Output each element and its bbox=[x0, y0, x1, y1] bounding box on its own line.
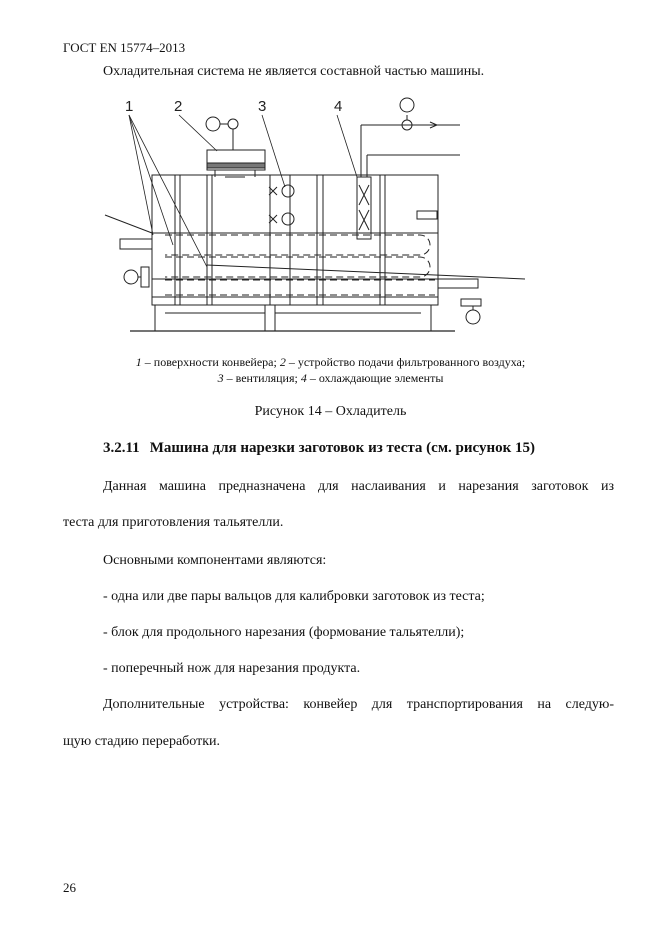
legend-number-3: 3 bbox=[217, 371, 224, 385]
callout-3: 3 bbox=[258, 98, 267, 115]
document-header: ГОСТ EN 15774–2013 bbox=[63, 40, 186, 55]
air-supply-unit bbox=[206, 117, 265, 177]
paragraph-2: Основными компонентами являются: bbox=[103, 553, 327, 568]
paragraph-1-line-1: Данная машина предназначена для наслаивания и нарезания заготовок из bbox=[103, 479, 614, 494]
section-title: Машина для нарезки заготовок из теста (см. рисунок 15) bbox=[149, 440, 536, 456]
section-heading bbox=[103, 440, 535, 457]
cooler-diagram bbox=[95, 95, 565, 345]
callout-2: 2 bbox=[174, 98, 183, 115]
legend-text-4: – охлаждающие элементы bbox=[306, 371, 444, 385]
list-item: - блок для продольного нарезания (формование тальятелли); bbox=[103, 625, 465, 640]
figure-legend-line-2 bbox=[0, 371, 661, 386]
callout-1: 1 bbox=[125, 98, 134, 115]
paragraph-1-line-2: теста для приготовления тальятелли. bbox=[63, 515, 284, 530]
paragraph-3-line-1: Дополнительные устройства: конвейер для транспортирования на следую- bbox=[103, 697, 614, 712]
callout-4: 4 bbox=[334, 98, 343, 115]
intro-paragraph: Охладительная система не является составной частью машины. bbox=[103, 64, 485, 79]
cooler-housing bbox=[152, 175, 438, 305]
paragraph-3-line-2: щую стадию переработки. bbox=[63, 734, 221, 749]
motors bbox=[124, 211, 481, 324]
cooling-element bbox=[357, 98, 460, 239]
page-number: 26 bbox=[63, 880, 76, 895]
figure-caption: Рисунок 14 – Охладитель bbox=[254, 404, 407, 419]
legend-text-3: – вентиляция; bbox=[223, 371, 301, 385]
base-frame bbox=[130, 305, 455, 331]
list-item: - поперечный нож для нарезания продукта. bbox=[103, 661, 361, 676]
figure-legend-line-1 bbox=[0, 355, 661, 370]
legend-number-4: 4 bbox=[300, 371, 307, 385]
legend-text-2: – устройство подачи фильтрованного воздуха; bbox=[285, 355, 526, 369]
legend-number-1: 1 bbox=[135, 355, 142, 369]
legend-number-2: 2 bbox=[279, 355, 286, 369]
list-item: - одна или две пары вальцов для калибровки заготовок из теста; bbox=[103, 589, 485, 604]
conveyor-belts bbox=[165, 235, 435, 295]
section-number: 3.2.11 bbox=[103, 440, 140, 456]
legend-text-1: – поверхности конвейера; bbox=[141, 355, 280, 369]
